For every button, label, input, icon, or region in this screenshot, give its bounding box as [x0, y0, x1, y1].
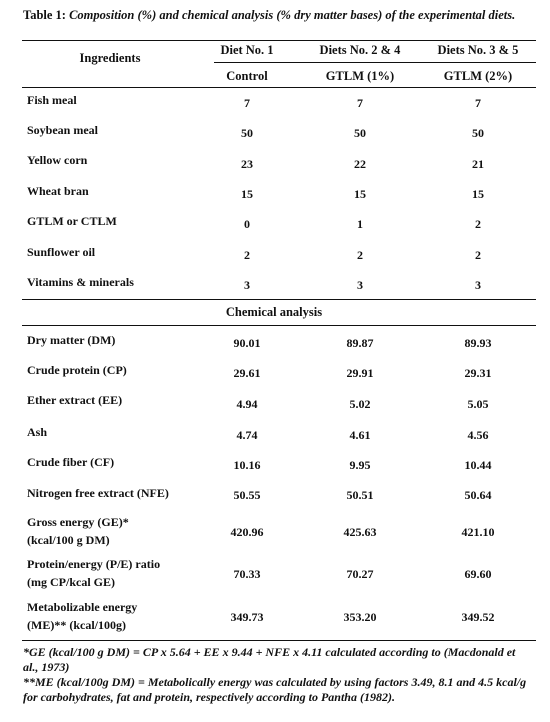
- cell: 4.61: [349, 428, 371, 442]
- col-2-title: Diets No. 2 & 4: [319, 43, 401, 57]
- footnote-ge: *GE (kcal/100 g DM) = CP x 5.64 + EE x 9.44 + NFE x 4.11 calculated according to (Macdonald et al., 1973): [23, 645, 516, 674]
- cell: 9.95: [349, 458, 371, 472]
- cell: 4.74: [236, 428, 258, 442]
- cell: 70.33: [233, 567, 261, 581]
- cell: 3: [244, 278, 250, 292]
- cell: 3: [475, 278, 481, 292]
- cell: 349.52: [461, 610, 495, 624]
- cell: 7: [244, 96, 250, 110]
- row-label: Dry matter (DM): [27, 333, 116, 347]
- cell: 5.02: [349, 397, 371, 411]
- row-label-line2: (mg CP/kcal GE): [27, 575, 115, 589]
- cell: 50.55: [233, 488, 261, 502]
- cell: 1: [357, 217, 363, 231]
- section-bottom-rule: [22, 325, 536, 326]
- col-3-sub: GTLM (2%): [443, 69, 513, 83]
- row-label: Vitamins & minerals: [27, 275, 134, 289]
- cell: 50: [241, 126, 253, 140]
- row-label-line1: Gross energy (GE)*: [27, 515, 129, 529]
- cell: 0: [244, 217, 250, 231]
- row-label: Yellow corn: [27, 153, 88, 167]
- row-label: Crude fiber (CF): [27, 455, 115, 469]
- row-label: GTLM or CTLM: [27, 214, 117, 228]
- table-bottom-rule: [22, 640, 536, 641]
- cell: 353.20: [343, 610, 377, 624]
- cell: 29.91: [346, 366, 374, 380]
- row-label-line2: (ME)** (kcal/100g): [27, 618, 126, 632]
- cell: 50.51: [346, 488, 374, 502]
- cell: 69.60: [464, 567, 492, 581]
- header-bottom-rule: [22, 87, 536, 88]
- cell: 29.31: [464, 366, 492, 380]
- ingredients-header: Ingredients: [79, 51, 141, 65]
- cell: 50: [354, 126, 366, 140]
- cell: 4.94: [236, 397, 258, 411]
- cell: 50: [472, 126, 484, 140]
- row-label: Fish meal: [27, 93, 77, 107]
- cell: 15: [241, 187, 253, 201]
- cell: 10.16: [233, 458, 261, 472]
- row-label: Ether extract (EE): [27, 393, 123, 407]
- top-rule: [22, 40, 536, 41]
- row-label: Sunflower oil: [27, 245, 96, 259]
- section-label: Chemical analysis: [225, 305, 323, 319]
- row-label-line1: Protein/energy (P/E) ratio: [27, 557, 161, 571]
- cell: 23: [241, 157, 253, 171]
- header-mid-rule: [214, 62, 536, 63]
- row-label: Ash: [27, 425, 48, 439]
- cell: 4.56: [467, 428, 489, 442]
- col-1-title: Diet No. 1: [220, 43, 274, 57]
- cell: 22: [354, 157, 366, 171]
- cell: 15: [354, 187, 366, 201]
- caption-label: Table 1:: [23, 8, 66, 22]
- cell: 10.44: [464, 458, 492, 472]
- row-label-line2: (kcal/100 g DM): [27, 533, 110, 547]
- section-top-rule: [22, 299, 536, 300]
- cell: 2: [244, 248, 250, 262]
- cell: 7: [475, 96, 481, 110]
- cell: 89.87: [346, 336, 374, 350]
- col-3-title: Diets No. 3 & 5: [437, 43, 519, 57]
- caption-text: Composition (%) and chemical analysis (% dry matter bases) of the experimental diets.: [69, 8, 516, 22]
- cell: 2: [475, 217, 481, 231]
- cell: 3: [357, 278, 363, 292]
- cell: 15: [472, 187, 484, 201]
- row-label: Wheat bran: [27, 184, 89, 198]
- row-label-line1: Metabolizable energy: [27, 600, 138, 614]
- cell: 50.64: [464, 488, 492, 502]
- cell: 89.93: [464, 336, 492, 350]
- cell: 5.05: [467, 397, 489, 411]
- footnotes: [23, 645, 533, 705]
- cell: 7: [357, 96, 363, 110]
- cell: 21: [472, 157, 484, 171]
- cell: 29.61: [233, 366, 261, 380]
- cell: 425.63: [343, 525, 377, 539]
- cell: 2: [475, 248, 481, 262]
- row-label: Crude protein (CP): [27, 363, 127, 377]
- cell: 349.73: [230, 610, 264, 624]
- cell: 90.01: [233, 336, 261, 350]
- row-label: Nitrogen free extract (NFE): [27, 486, 169, 500]
- table-caption: [23, 8, 533, 23]
- footnote-me: **ME (kcal/100g DM) = Metabolically energy was calculated by using factors 3.49, 8.1 and 4.5 kcal/g for carbohydrates, fat and protein, respectively according to Pantha (1982).: [23, 675, 527, 704]
- cell: 420.96: [230, 525, 264, 539]
- col-2-sub: GTLM (1%): [325, 69, 395, 83]
- row-label: Soybean meal: [27, 123, 99, 137]
- col-1-sub: Control: [226, 69, 268, 83]
- cell: 2: [357, 248, 363, 262]
- cell: 421.10: [461, 525, 495, 539]
- cell: 70.27: [346, 567, 374, 581]
